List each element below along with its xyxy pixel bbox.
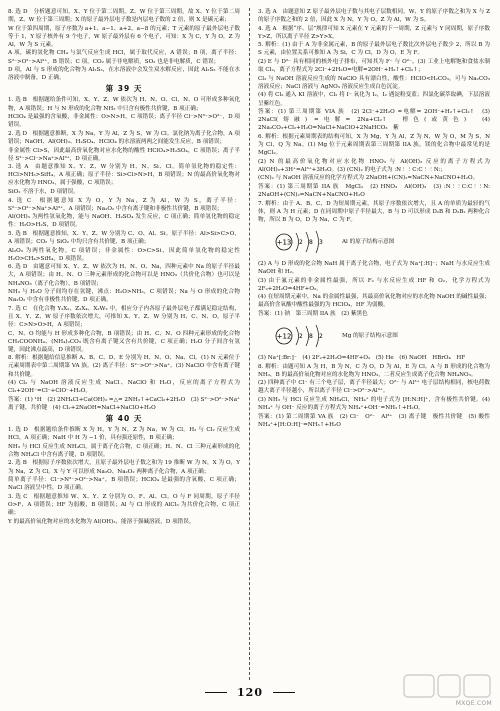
paragraph: 3. 选 A 由题意知 Z 原子最外层电子数与其电子层数相同，W、Y 的原子序数之和为 X 与 Z 的原子序数之和的 2 倍，因此 X 为 N，Y 为 O，Z 为 Al，W 为 S。 <box>258 9 490 24</box>
watermark-text: MXQE.COM <box>455 700 492 707</box>
paragraph: 8. 选 D 分析题意可知，X、Y 位于第二周期，Z、W 位于第三周期，故 X、Y 位于第二周期，Z、W 位于第三周期；X 的原子最外层电子数是内层电子数的 2 倍，则 X 是碳元素； <box>8 9 240 24</box>
paragraph: 6. 选 D 由题意可知 X、Y、Z、W 依次为 H、N、O、Na，四种元素中 Na 的原子半径最大，A 项错误；由 H、N、O 三种元素形成的化合物可以是 HNO₃（共价化合物）也可以是 NH₄NO₃（离子化合物），B 项错误； <box>8 264 240 287</box>
paragraph: 6. 解析：根据元素周期表的结构可知，X 为 Mg，Y 为 Al，Z 为 N，W 为 O，M 为 S，N 为 Cl，Q 为 Na。(1) Mg 位于元素周期表第三周期第 IIA 族，镁的化合物中最常见的是 MgCl₂。 <box>258 133 490 157</box>
paragraph: (2) 四种离子中 Cl⁻ 有三个电子层，离子半径最大；O²⁻ 与 Al³⁺ 电子层结构相同，核电荷数越大离子半径越小，所以离子半径 Cl⁻>O²⁻>Al³⁺。 <box>258 380 490 395</box>
paragraph: NH₃ 与 H₂O 分子间均存在氢键，沸点：H₂O>NH₃，C 项错误；Na 与 O 形成的化合物 Na₂O₂ 中含有非极性共价键，D 项正确。 <box>8 289 240 304</box>
paragraph: 2. 选 B 根据原子序数依次增大，且原子最外层电子数之和为 19 推断 W 为 N，X 为 O，Y 为 Na，Z 为 Cl。X 与 Y 可以形成 Na₂O、Na₂O₂ 两种离子化合物，A 项正确； <box>8 460 240 475</box>
day-40-heading: 第 40 天 <box>105 414 143 423</box>
svg-text:8: 8 <box>309 333 313 341</box>
paragraph: HClO₄ 是最强的含氧酸，非金属性：O>N>H，C 项错误；离子半径 Cl⁻>N³⁻>O²⁻，D 项错误。 <box>8 114 240 129</box>
paragraph: 答案：(1) 第二周期第 VA 族 (2) Cl⁻ O²⁻ Al³⁺ (3) 离子键 极性共价键 (5) 酸性 NH₄⁺+[H:O:H]⁻=NH₃↑+H₂O <box>258 413 496 428</box>
paragraph: (CN)₂ 与 NaOH 溶液反应的化学方程式为 2NaOH+(CN)₂=NaCN+NaCNO+H₂O。 <box>258 175 479 182</box>
footer-dash-right <box>273 692 295 693</box>
paragraph: 7. 解析：由于 A、B、C、D 为短周期元素，其原子序数依次增大，且 A 的单质为最轻的气体，则 A 为 H 元素；D 在同周期中原子半径最大，B 与 D 可以形成 D₂B 和 D₂B₂ 两种化合物，所以 B 为 O，D 为 Na，C 为 F。 <box>258 200 490 223</box>
paragraph: Al₂O₃ 为两性氧化物，C 项错误；非金属性：O>C>Si，因此简单氢化物的稳定性 H₂O>CH₄>SiH₄，D 项错误。 <box>8 247 240 262</box>
paragraph: Al(OH)₃ 为两性氢氧化物，能与 NaOH、H₂SO₄ 发生反应，C 项正确；简单氢化物的稳定性：H₂O>H₂S，D 项错误。 <box>8 214 240 229</box>
paragraph: C、N、O 均能与 H 形成多种化合物，B 项错误；由 H、C、N、O 四种元素形成的化合物 CH₃COONH₄、(NH₄)₂CO₃ 既含有离子键又含有共价键，C 项正确；H₂O 分子间含有氢键，因此沸点最高，D 项错误。 <box>8 330 240 353</box>
paragraph: Y 的最高价氧化物对应的水化物为 Al(OH)₃，能溶于强碱溶液，D 项错误。 <box>8 518 195 525</box>
paragraph: SiO₂ 不溶于水，D 项错误。 <box>8 188 79 195</box>
paragraph: (4) 将 Cl₂ 通入 KI 溶液中，Cl₂ 将 I⁻ 氧化为 I₂，I₂ 遇淀粉变蓝；四氯化碳萃取碘，下层溶液呈紫红色。 <box>258 92 490 107</box>
answer-block-day-40 <box>8 426 240 526</box>
paragraph: 2. 选 D 根据题意推断，X 为 Na，Y 为 Al，Z 为 S，W 为 Cl。氯化钠为离子化合物，A 项错误；NaOH、Al(OH)₃、H₂SO₄、HClO₄ 的水溶液两两之间能发生反应，B 项错误； <box>8 130 240 145</box>
paragraph: NH₃ 与 HCl 反应生成 NH₄Cl，属于离子化合物，C 项正确；H、N、Cl 三种元素形成的化合物 NH₄Cl 中含有离子键，D 项错误。 <box>8 443 240 458</box>
paragraph: (2) E 与 D²⁻ 具有相同的核外电子排布，可知其为 F⁻ 与 O²⁻。(3) 工业上电解饱和食盐水制取 Cl₂，离子方程式为 2Cl⁻+2H₂O=电解=2OH⁻+H₂↑+Cl₂↑； <box>258 59 490 74</box>
atomic-structure-figure-2 <box>272 321 490 351</box>
paragraph: 5. 选 B 根据题意推知，X、Y、Z、W 分别为 C、O、Al、Si。原子半径：Al>Si>C>O，A 项错误；CO₂ 与 SiO₂ 中均只含有共价键，B 项正确； <box>8 230 240 246</box>
paragraph: 3. 选 A 由题意推知 X、Y、Z、W 分别为 H、N、Si、Cl。简单氢化物的稳定性：HCl>NH₃>SiH₄，A 项正确；原子半径：Si>Cl>N>H，B 项错误；N 的最高价氧化物对应水化物为 HNO₃，属于强酸，C 项错误； <box>8 164 240 187</box>
paragraph: 答案：(1) 第三周期第 IIA 族 MgCl₂ (2) HNO₃ Al(OH)₃ (3) :N⋮⋮C:C⋮⋮N: 2NaOH+(CN)₂=NaCN+NaCNO+H₂O <box>258 183 496 199</box>
atom-diagram-icon <box>272 228 332 256</box>
footer-dash-left <box>205 692 227 693</box>
paragraph: 1. 选 B 根据题给条件可知，X、Y、Z、W 依次为 H、N、O、Cl，N、O 可形成多种氧化物，A 项错误；H 与 N 形成的化合物 NH₃ 中只含有极性共价键，B 项正确； <box>8 97 240 112</box>
paragraph: 答案：(1) ¹H (2) 2NH₄Cl+Ca(OH)₂ =△= 2NH₃↑+CaCl₂+2H₂O (3) S²⁻>O²⁻>Na⁺ 离子键、共价键 (4) Cl₂+2NaOH=NaCl+NaClO+H₂O <box>8 396 246 411</box>
svg-text:+12: +12 <box>276 332 292 341</box>
paragraph: 4. 选 A 根据“序、层”规律可知 X 元素在 Y 元素的下一周期，Z 元素与 Y 同周期，原子序数 Y>Z，所以离子半径 Z>Y>X。 <box>258 25 490 40</box>
paragraph: 1. 选 D 根据题给条件推断 X 为 H，Y 为 N，Z 为 Na，W 为 Cl。H₂ 与 Cl₂ 反应生成 HCl，A 项正确；NaH 中 H 为 −1 价，具有强还原性，B 项正确； <box>8 427 240 442</box>
answer-block-left-top <box>8 8 240 82</box>
svg-text:2: 2 <box>299 238 303 246</box>
answer-block-right-top <box>258 8 496 224</box>
svg-text:+13: +13 <box>276 238 292 247</box>
paragraph: (4) 在短周期元素中，Na 的金属性最强，其最高价氧化物对应的水化物 NaOH 的碱性最强；最高价含氧酸中酸性最强的为 HClO₄，HF 为弱酸。 <box>258 294 490 309</box>
paragraph: 4. 选 C 根据题意知 X 为 O，Y 为 Na，Z 为 Al，W 为 S，离子半径：S²⁻>O²⁻>Na⁺>Al³⁺，A 项错误；Na₂O₂ 中含有离子键和非极性共价键，B 项错误； <box>8 197 240 212</box>
left-column <box>8 8 246 526</box>
svg-text:8: 8 <box>309 238 313 246</box>
answer-block-right-bottom <box>258 354 496 429</box>
paragraph: 答案：(1) 钠 第三周期 IIA 族 (2) 紫黑色 <box>258 311 368 317</box>
paragraph: 非金属性 Cl>S，因此最高价氧化物对应水化物的酸性 HClO₄>H₂SO₄，C 项错误；离子半径 S²⁻>Cl⁻>Na⁺>Al³⁺，D 项正确。 <box>8 147 240 162</box>
atom-diagram-icon <box>272 322 332 350</box>
column-divider <box>249 8 251 680</box>
paragraph: A 项，碳的氢化物 CH₄ 与氯气反应生成 HCl，属于取代反应，A 错误；B 项，离子半径：S²⁻>O²⁻>Al³⁺，B 错误；C 项，CO₂ 属于非电解质，SO₂ 也是非电解质，C 错误； <box>8 50 240 65</box>
paragraph: Cl₂ 与 NaOH 溶液反应生成的 NaClO 具有漂白性，酸性：HClO<H₂CO₃，可与 Na₂CO₃ 溶液反应；NaCl 溶液与 AgNO₃ 溶液反应生成白色沉淀。 <box>258 75 490 90</box>
paragraph: 7. 选 C 在化合物 Y₂X₂、Z₂X₄、X₂W₂ 中，相应分子内各原子最外层电子都满足稳定结构，且 X、Y、Z、W 原子序数依次增大，可推知 X、Y、Z、W 分别为 H、C、N、O。原子半径：C>N>O>H，A 项错误； <box>8 305 240 328</box>
paragraph: W 位于第四周期，原子序数为 a+1、a−1、a+2、a−8 的元素；T 元素的原子最外层电子数等于 1，Y 原子核外有 9 个电子，W 原子最外层有 6 个电子，可知：X 为 C，Y 为 O，Z 为 Al，W 为 S 元素。 <box>8 25 240 48</box>
paragraph: 简单离子半径：Cl⁻>N³⁻>O²⁻>Na⁺，B 项错误；HClO₄ 是最强的含氧酸，C 项正确；NaCl 溶液呈中性，D 项正确。 <box>8 477 240 492</box>
paragraph: (3) 由于氟元素的非金属性最强，所以 F₂ 与水反应生成 HF 和 O₂，化学方程式为 2F₂+2H₂O=4HF+O₂。 <box>258 277 490 292</box>
paragraph: (2) A 与 D 形成的化合物 NaH 属于离子化合物，电子式为 Na⁺[:H]⁻；NaH 与水反应生成 NaOH 和 H₂。 <box>258 260 490 276</box>
answer-block-right-middle <box>258 260 490 318</box>
paragraph: 8. 解析：根据题给信息推断 A、B、C、D、E 分别为 H、N、O、Na、Cl。(1) N 元素位于元素周期表中第二周期第 VA 族。(2) 离子半径：S²⁻>O²⁻>Na⁺。(3) NaClO 中含有离子键和共价键。 <box>8 355 240 378</box>
paragraph: (4) Cl₂ 与 NaOH 溶液反应生成 NaCl、NaClO 和 H₂O，反应的离子方程式为 Cl₂+2OH⁻=Cl⁻+ClO⁻+H₂O。 <box>8 380 240 395</box>
paragraph: 5. 解析：(1) 由于 A 为非金属元素，B 的原子最外层电子数比次外层电子数少 2，所以 B 为 S 元素，由位置关系可推知 A 为 Si，C 为 Cl，D 为 O，E 为 F。 <box>258 42 490 57</box>
paragraph: 3. 选 C 根据题意推知 W、X、Y、Z 分别为 O、F、Al、Cl。O 与 F 同周期，原子半径 O>F，A 项错误；HF 为弱酸，B 项错误；Al 与 Cl 形成的 AlCl₃ 为共价化合物，C 项正确； <box>8 493 240 517</box>
figure-1-label: Al 的原子结构示意图 <box>342 238 395 245</box>
paragraph: D 项，Al 与 S 形成的化合物为 Al₂S₃，在水溶液中会发生双水解反应，因此 Al₂S₃ 不能在水溶液中制备，D 正确。 <box>8 67 240 82</box>
paragraph: (3) NH₃ 与 HCl 反应生成 NH₄Cl，NH₄⁺ 的电子式为 [H:N:H]⁺，含有极性共价键。(4) NH₄⁺ 与 OH⁻ 反应的离子方程式为 NH₄⁺+OH⁻=NH₃↑+H₂O。 <box>258 397 490 412</box>
right-column <box>258 8 496 429</box>
svg-text:3: 3 <box>319 238 323 246</box>
paragraph: 答案：(1) 第三周期第 VIA 族 (2) 2Cl⁻+2H₂O =电解= 2OH⁻+H₂↑+Cl₂↑ (3) 2NaCl(熔融) =电解= 2Na+Cl₂↑ 橙色(或黄色) (4) 2Na₂CO₃+Cl₂+H₂O=NaCl+NaClO+2NaHCO₃ 紫 <box>258 109 490 132</box>
answer-block-day-39 <box>8 96 246 412</box>
paragraph: 8. 解析：由题可知 A 为 H，B 为 N，C 为 O，D 为 Al，E 为 Cl。A 与 B 形成的化合物为 NH₃，B 的最高价氧化物对应的水化物为 HNO₃，二者反应生成离子化合物 NH₄NO₃。 <box>258 363 490 378</box>
page-number: 120 <box>237 685 263 699</box>
figure-2-label: Mg 的原子结构示意图 <box>342 333 398 340</box>
atomic-structure-figure-1 <box>272 227 490 257</box>
day-39-heading: 第 39 天 <box>105 84 143 94</box>
paragraph: (3) Na⁺[:Br:]⁻ (4) 2F₂+2H₂O=4HF+O₂ (5) He (6) NaOH HBrO₄ HF <box>258 355 466 362</box>
svg-text:2: 2 <box>319 333 323 341</box>
svg-text:2: 2 <box>299 333 303 341</box>
paragraph: (2) N 的最高价氧化物对应水化物 HNO₃ 与 Al(OH)₃ 反应的离子方程式为 Al(OH)₃+3H⁺=Al³⁺+3H₂O。(3) (CN)₂ 的电子式为 :N⋮⋮C:C⋮⋮N:； <box>258 158 490 173</box>
